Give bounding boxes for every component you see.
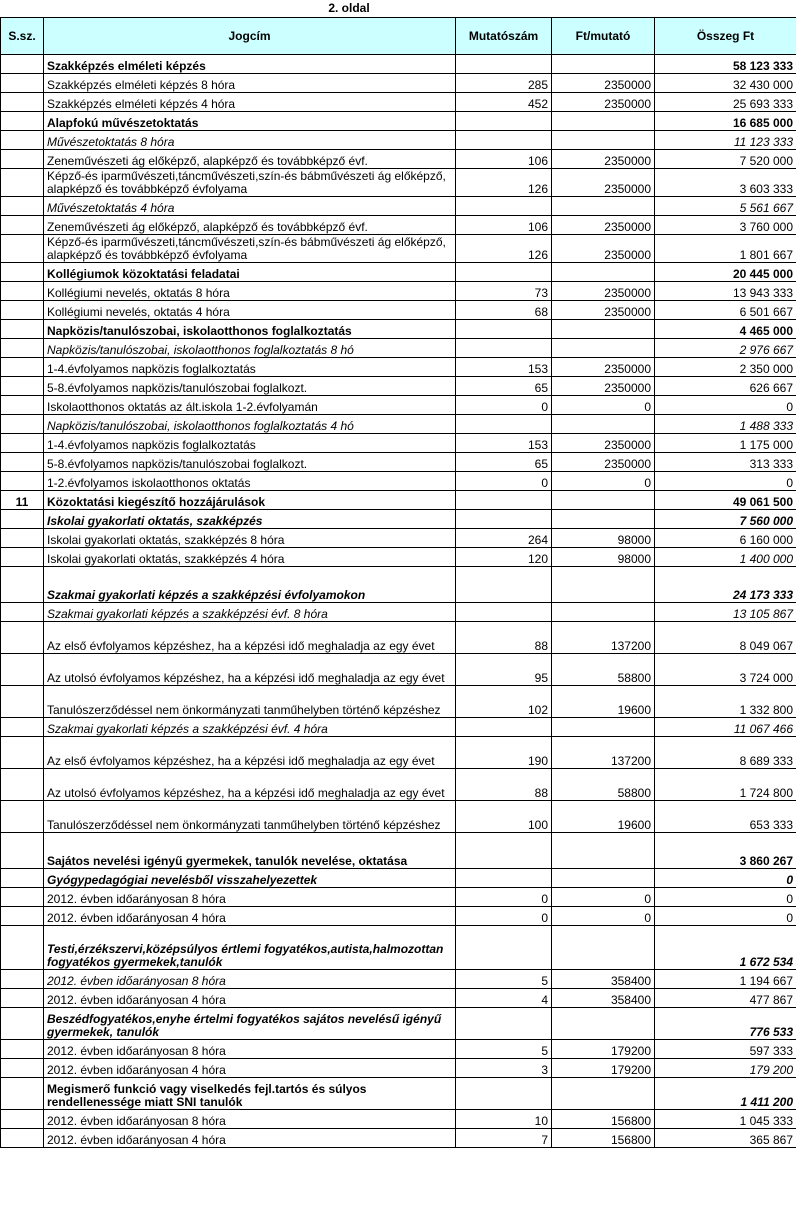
cell-ssz xyxy=(1,301,44,320)
cell-ft-mutato: 0 xyxy=(552,472,655,491)
cell-ssz xyxy=(1,235,44,263)
page-label-right-spacer xyxy=(655,0,796,18)
cell-ssz xyxy=(1,548,44,567)
cell-mutatoszam: 4 xyxy=(456,989,552,1008)
cell-jogcim: Gyógypedagógiai nevelésből visszahelyezettek xyxy=(44,869,456,888)
cell-mutatoszam: 65 xyxy=(456,453,552,472)
cell-mutatoszam xyxy=(456,320,552,339)
cell-ssz xyxy=(1,926,44,970)
cell-mutatoszam: 102 xyxy=(456,686,552,718)
cell-ssz xyxy=(1,622,44,654)
cell-osszeg: 3 724 000 xyxy=(655,654,796,686)
cell-ft-mutato: 2350000 xyxy=(552,434,655,453)
cell-ssz xyxy=(1,434,44,453)
cell-mutatoszam xyxy=(456,1008,552,1040)
table-row xyxy=(1,1110,796,1129)
table-row xyxy=(1,888,796,907)
cell-mutatoszam xyxy=(456,869,552,888)
cell-ft-mutato: 58800 xyxy=(552,769,655,801)
table-row xyxy=(1,907,796,926)
cell-ssz xyxy=(1,453,44,472)
cell-ssz xyxy=(1,907,44,926)
cell-jogcim: Művészetoktatás 8 hóra xyxy=(44,131,456,150)
cell-jogcim: Képző-és iparművészeti,táncművészeti,szín-és bábművészeti ág előképző, alapképző és továbbképző évfolyama xyxy=(44,169,456,197)
cell-jogcim: Zeneművészeti ág előképző, alapképző és továbbképző évf. xyxy=(44,216,456,235)
cell-ft-mutato xyxy=(552,339,655,358)
cell-jogcim: 2012. évben időarányosan 8 hóra xyxy=(44,1040,456,1059)
cell-ssz xyxy=(1,74,44,93)
cell-jogcim: Napközis/tanulószobai, iskolaotthonos foglalkoztatás xyxy=(44,320,456,339)
cell-jogcim: 2012. évben időarányosan 4 hóra xyxy=(44,1059,456,1078)
cell-ssz xyxy=(1,1059,44,1078)
cell-ft-mutato: 2350000 xyxy=(552,358,655,377)
cell-jogcim: Szakképzés elméleti képzés 8 hóra xyxy=(44,74,456,93)
table-row xyxy=(1,926,796,970)
table-row xyxy=(1,301,796,320)
cell-ssz xyxy=(1,396,44,415)
cell-jogcim: 5-8.évfolyamos napközis/tanulószobai foglalkozt. xyxy=(44,453,456,472)
cell-jogcim: Tanulószerződéssel nem önkormányzati tanműhelyben történő képzéshez xyxy=(44,686,456,718)
cell-ssz xyxy=(1,1110,44,1129)
cell-jogcim: Megismerő funkció vagy viselkedés fejl.tartós és súlyos rendellenessége miatt SNI tanulók xyxy=(44,1078,456,1110)
cell-osszeg: 6 501 667 xyxy=(655,301,796,320)
cell-ssz xyxy=(1,263,44,282)
cell-ssz xyxy=(1,472,44,491)
cell-osszeg: 179 200 xyxy=(655,1059,796,1078)
table-row xyxy=(1,74,796,93)
cell-jogcim: Iskolai gyakorlati oktatás, szakképzés xyxy=(44,510,456,529)
cell-ssz xyxy=(1,769,44,801)
cell-mutatoszam: 5 xyxy=(456,1040,552,1059)
cell-jogcim: Közoktatási kiegészítő hozzájárulások xyxy=(44,491,456,510)
cell-osszeg: 3 860 267 xyxy=(655,833,796,869)
cell-mutatoszam xyxy=(456,263,552,282)
table-row xyxy=(1,93,796,112)
cell-ssz xyxy=(1,216,44,235)
cell-ft-mutato: 2350000 xyxy=(552,377,655,396)
cell-jogcim: Tanulószerződéssel nem önkormányzati tanműhelyben történő képzéshez xyxy=(44,801,456,833)
cell-ssz xyxy=(1,510,44,529)
cell-osszeg: 16 685 000 xyxy=(655,112,796,131)
header-jogcim: Jogcím xyxy=(44,18,456,55)
cell-ssz xyxy=(1,989,44,1008)
cell-mutatoszam xyxy=(456,718,552,737)
cell-osszeg: 20 445 000 xyxy=(655,263,796,282)
cell-ft-mutato xyxy=(552,415,655,434)
cell-ft-mutato xyxy=(552,1078,655,1110)
cell-ft-mutato: 2350000 xyxy=(552,235,655,263)
cell-jogcim: 2012. évben időarányosan 4 hóra xyxy=(44,1129,456,1148)
table-row xyxy=(1,453,796,472)
cell-mutatoszam xyxy=(456,55,552,74)
cell-jogcim: 2012. évben időarányosan 8 hóra xyxy=(44,970,456,989)
cell-ft-mutato: 0 xyxy=(552,396,655,415)
cell-ssz xyxy=(1,603,44,622)
cell-jogcim: 2012. évben időarányosan 8 hóra xyxy=(44,1110,456,1129)
table-row xyxy=(1,769,796,801)
cell-osszeg: 2 976 667 xyxy=(655,339,796,358)
cell-osszeg: 0 xyxy=(655,907,796,926)
cell-osszeg: 49 061 500 xyxy=(655,491,796,510)
table-row xyxy=(1,801,796,833)
cell-mutatoszam: 452 xyxy=(456,93,552,112)
cell-osszeg: 626 667 xyxy=(655,377,796,396)
cell-mutatoszam: 106 xyxy=(456,150,552,169)
cell-ssz xyxy=(1,869,44,888)
cell-ft-mutato: 58800 xyxy=(552,654,655,686)
cell-ssz: 11 xyxy=(1,491,44,510)
cell-mutatoszam: 88 xyxy=(456,769,552,801)
table-row xyxy=(1,718,796,737)
cell-ssz xyxy=(1,169,44,197)
cell-jogcim: 5-8.évfolyamos napközis/tanulószobai foglalkozt. xyxy=(44,377,456,396)
cell-ssz xyxy=(1,686,44,718)
table-row xyxy=(1,970,796,989)
cell-osszeg: 0 xyxy=(655,472,796,491)
cell-ssz xyxy=(1,1078,44,1110)
cell-ft-mutato: 156800 xyxy=(552,1129,655,1148)
cell-jogcim: 2012. évben időarányosan 4 hóra xyxy=(44,989,456,1008)
cell-jogcim: Iskolai gyakorlati oktatás, szakképzés 4 hóra xyxy=(44,548,456,567)
cell-mutatoszam xyxy=(456,1078,552,1110)
cell-ssz xyxy=(1,55,44,74)
cell-mutatoszam: 264 xyxy=(456,529,552,548)
cell-osszeg: 6 160 000 xyxy=(655,529,796,548)
table-row xyxy=(1,282,796,301)
cell-mutatoszam: 100 xyxy=(456,801,552,833)
cell-ft-mutato xyxy=(552,55,655,74)
cell-mutatoszam: 0 xyxy=(456,472,552,491)
table-row xyxy=(1,415,796,434)
cell-jogcim: Kollégiumi nevelés, oktatás 4 hóra xyxy=(44,301,456,320)
cell-ft-mutato xyxy=(552,510,655,529)
table-row xyxy=(1,55,796,74)
table-row xyxy=(1,131,796,150)
cell-jogcim: 1-2.évfolyamos iskolaotthonos oktatás xyxy=(44,472,456,491)
table-row xyxy=(1,150,796,169)
cell-mutatoszam: 5 xyxy=(456,970,552,989)
cell-osszeg: 4 465 000 xyxy=(655,320,796,339)
cell-ssz xyxy=(1,150,44,169)
cell-jogcim: Szakmai gyakorlati képzés a szakképzési évf. 4 hóra xyxy=(44,718,456,737)
cell-jogcim: Iskolai gyakorlati oktatás, szakképzés 8 hóra xyxy=(44,529,456,548)
cell-jogcim: Szakképzés elméleti képzés xyxy=(44,55,456,74)
cell-jogcim: Szakmai gyakorlati képzés a szakképzési évfolyamokon xyxy=(44,567,456,603)
cell-mutatoszam xyxy=(456,491,552,510)
cell-mutatoszam: 106 xyxy=(456,216,552,235)
header-osszeg: Összeg Ft xyxy=(655,18,796,55)
cell-mutatoszam xyxy=(456,603,552,622)
header-row xyxy=(1,18,796,55)
cell-osszeg: 1 332 800 xyxy=(655,686,796,718)
cell-ssz xyxy=(1,282,44,301)
cell-osszeg: 2 350 000 xyxy=(655,358,796,377)
cell-jogcim: Iskolaotthonos oktatás az ált.iskola 1-2.évfolyamán xyxy=(44,396,456,415)
table-row xyxy=(1,1008,796,1040)
table-row xyxy=(1,1078,796,1110)
header-mutatoszam: Mutatószám xyxy=(456,18,552,55)
table-row xyxy=(1,434,796,453)
cell-ssz xyxy=(1,197,44,216)
cell-osszeg: 1 175 000 xyxy=(655,434,796,453)
cell-mutatoszam: 7 xyxy=(456,1129,552,1148)
cell-ft-mutato: 2350000 xyxy=(552,282,655,301)
cell-mutatoszam xyxy=(456,415,552,434)
cell-osszeg: 313 333 xyxy=(655,453,796,472)
cell-osszeg: 1 801 667 xyxy=(655,235,796,263)
cell-mutatoszam: 10 xyxy=(456,1110,552,1129)
cell-mutatoszam: 95 xyxy=(456,654,552,686)
cell-jogcim: Testi,érzékszervi,középsúlyos értlemi fogyatékos,autista,halmozottan fogyatékos gyermekek,tanulók xyxy=(44,926,456,970)
cell-osszeg: 477 867 xyxy=(655,989,796,1008)
cell-mutatoszam: 0 xyxy=(456,888,552,907)
cell-mutatoszam: 65 xyxy=(456,377,552,396)
cell-osszeg: 1 400 000 xyxy=(655,548,796,567)
cell-ssz xyxy=(1,377,44,396)
cell-ft-mutato: 0 xyxy=(552,907,655,926)
table-row xyxy=(1,263,796,282)
page-label: 2. oldal xyxy=(328,1,370,15)
cell-osszeg: 8 689 333 xyxy=(655,737,796,769)
cell-osszeg: 13 105 867 xyxy=(655,603,796,622)
cell-osszeg: 0 xyxy=(655,396,796,415)
table-row xyxy=(1,197,796,216)
cell-ft-mutato: 2350000 xyxy=(552,169,655,197)
cell-osszeg: 776 533 xyxy=(655,1008,796,1040)
cell-mutatoszam xyxy=(456,339,552,358)
page-label-row xyxy=(1,0,796,18)
cell-ft-mutato: 137200 xyxy=(552,737,655,769)
table-row xyxy=(1,472,796,491)
cell-ssz xyxy=(1,654,44,686)
cell-osszeg: 365 867 xyxy=(655,1129,796,1148)
cell-osszeg: 58 123 333 xyxy=(655,55,796,74)
cell-osszeg: 597 333 xyxy=(655,1040,796,1059)
cell-jogcim: Szakképzés elméleti képzés 4 hóra xyxy=(44,93,456,112)
cell-ft-mutato xyxy=(552,567,655,603)
cell-mutatoszam: 120 xyxy=(456,548,552,567)
cell-ft-mutato: 19600 xyxy=(552,686,655,718)
table-row xyxy=(1,169,796,197)
table-row xyxy=(1,567,796,603)
cell-osszeg: 25 693 333 xyxy=(655,93,796,112)
cell-osszeg: 11 123 333 xyxy=(655,131,796,150)
cell-ft-mutato xyxy=(552,320,655,339)
cell-jogcim: 2012. évben időarányosan 8 hóra xyxy=(44,888,456,907)
cell-jogcim: Művészetoktatás 4 hóra xyxy=(44,197,456,216)
cell-ft-mutato xyxy=(552,263,655,282)
table-row xyxy=(1,112,796,131)
table-row xyxy=(1,377,796,396)
cell-ft-mutato: 2350000 xyxy=(552,453,655,472)
cell-ssz xyxy=(1,970,44,989)
table-row xyxy=(1,216,796,235)
cell-mutatoszam xyxy=(456,567,552,603)
cell-ssz xyxy=(1,1129,44,1148)
table-row xyxy=(1,654,796,686)
cell-osszeg: 0 xyxy=(655,869,796,888)
cell-ssz xyxy=(1,567,44,603)
cell-ft-mutato: 2350000 xyxy=(552,74,655,93)
cell-osszeg: 5 561 667 xyxy=(655,197,796,216)
header-ssz: S.sz. xyxy=(1,18,44,55)
cell-osszeg: 3 760 000 xyxy=(655,216,796,235)
table-row xyxy=(1,529,796,548)
table-row xyxy=(1,548,796,567)
cell-osszeg: 32 430 000 xyxy=(655,74,796,93)
cell-osszeg: 8 049 067 xyxy=(655,622,796,654)
cell-mutatoszam: 0 xyxy=(456,907,552,926)
table-row xyxy=(1,833,796,869)
cell-mutatoszam: 3 xyxy=(456,1059,552,1078)
cell-jogcim: 1-4.évfolyamos napközis foglalkoztatás xyxy=(44,358,456,377)
cell-osszeg: 1 194 667 xyxy=(655,970,796,989)
cell-osszeg: 7 560 000 xyxy=(655,510,796,529)
cell-ft-mutato: 98000 xyxy=(552,548,655,567)
cell-ssz xyxy=(1,358,44,377)
table-row xyxy=(1,737,796,769)
cell-osszeg: 1 724 800 xyxy=(655,769,796,801)
cell-ssz xyxy=(1,888,44,907)
cell-ssz xyxy=(1,737,44,769)
cell-ft-mutato xyxy=(552,869,655,888)
table-row xyxy=(1,622,796,654)
cell-ssz xyxy=(1,112,44,131)
cell-ft-mutato xyxy=(552,718,655,737)
cell-osszeg: 653 333 xyxy=(655,801,796,833)
cell-osszeg: 24 173 333 xyxy=(655,567,796,603)
cell-ssz xyxy=(1,415,44,434)
cell-jogcim: Képző-és iparművészeti,táncművészeti,szín-és bábművészeti ág előképző, alapképző és továbbképző évfolyama xyxy=(44,235,456,263)
cell-jogcim: 2012. évben időarányosan 4 hóra xyxy=(44,907,456,926)
cell-ft-mutato xyxy=(552,603,655,622)
cell-ft-mutato: 358400 xyxy=(552,989,655,1008)
header-ft-mutato: Ft/mutató xyxy=(552,18,655,55)
table-row xyxy=(1,320,796,339)
cell-mutatoszam: 73 xyxy=(456,282,552,301)
cell-jogcim: Az utolsó évfolyamos képzéshez, ha a képzési idő meghaladja az egy évet xyxy=(44,654,456,686)
cell-mutatoszam xyxy=(456,197,552,216)
cell-ft-mutato: 2350000 xyxy=(552,150,655,169)
cell-mutatoszam: 68 xyxy=(456,301,552,320)
cell-mutatoszam xyxy=(456,926,552,970)
table-row xyxy=(1,603,796,622)
cell-jogcim: Kollégiumi nevelés, oktatás 8 hóra xyxy=(44,282,456,301)
cell-jogcim: Zeneművészeti ág előképző, alapképző és továbbképző évf. xyxy=(44,150,456,169)
cell-ft-mutato: 156800 xyxy=(552,1110,655,1129)
cell-jogcim: 1-4.évfolyamos napközis foglalkoztatás xyxy=(44,434,456,453)
cell-ssz xyxy=(1,131,44,150)
cell-ssz xyxy=(1,833,44,869)
table-row xyxy=(1,491,796,510)
cell-ssz xyxy=(1,718,44,737)
cell-osszeg: 1 488 333 xyxy=(655,415,796,434)
cell-ssz xyxy=(1,93,44,112)
cell-ft-mutato: 358400 xyxy=(552,970,655,989)
table-row xyxy=(1,1040,796,1059)
cell-ft-mutato: 98000 xyxy=(552,529,655,548)
cell-ssz xyxy=(1,1008,44,1040)
cell-osszeg: 11 067 466 xyxy=(655,718,796,737)
cell-mutatoszam: 126 xyxy=(456,235,552,263)
cell-ft-mutato: 0 xyxy=(552,888,655,907)
cell-ssz xyxy=(1,320,44,339)
cell-ft-mutato: 2350000 xyxy=(552,301,655,320)
cell-ft-mutato: 137200 xyxy=(552,622,655,654)
cell-ft-mutato xyxy=(552,131,655,150)
table-row xyxy=(1,510,796,529)
table-row xyxy=(1,339,796,358)
cell-ssz xyxy=(1,801,44,833)
table-row xyxy=(1,396,796,415)
cell-jogcim: Alapfokú művészetoktatás xyxy=(44,112,456,131)
table-row xyxy=(1,358,796,377)
table-row xyxy=(1,869,796,888)
cell-jogcim: Napközis/tanulószobai, iskolaotthonos foglalkoztatás 8 hó xyxy=(44,339,456,358)
table-row xyxy=(1,235,796,263)
cell-jogcim: Az első évfolyamos képzéshez, ha a képzési idő meghaladja az egy évet xyxy=(44,737,456,769)
cell-mutatoszam: 88 xyxy=(456,622,552,654)
cell-ssz xyxy=(1,1040,44,1059)
table-row xyxy=(1,1059,796,1078)
cell-osszeg: 13 943 333 xyxy=(655,282,796,301)
cell-mutatoszam xyxy=(456,112,552,131)
cell-ssz xyxy=(1,339,44,358)
cell-ft-mutato: 19600 xyxy=(552,801,655,833)
cell-mutatoszam: 153 xyxy=(456,434,552,453)
table-row xyxy=(1,1129,796,1148)
cell-jogcim: Napközis/tanulószobai, iskolaotthonos foglalkoztatás 4 hó xyxy=(44,415,456,434)
cell-ft-mutato: 2350000 xyxy=(552,216,655,235)
cell-jogcim: Beszédfogyatékos,enyhe értelmi fogyatékos sajátos nevelésű igényű gyermekek, tanulók xyxy=(44,1008,456,1040)
cell-osszeg: 1 411 200 xyxy=(655,1078,796,1110)
cell-jogcim: Az első évfolyamos képzéshez, ha a képzési idő meghaladja az egy évet xyxy=(44,622,456,654)
page-label-left-spacer xyxy=(1,0,44,18)
cell-jogcim: Az utolsó évfolyamos képzéshez, ha a képzési idő meghaladja az egy évet xyxy=(44,769,456,801)
cell-ft-mutato xyxy=(552,1008,655,1040)
cell-mutatoszam: 190 xyxy=(456,737,552,769)
cell-mutatoszam xyxy=(456,131,552,150)
cell-osszeg: 3 603 333 xyxy=(655,169,796,197)
cell-mutatoszam: 0 xyxy=(456,396,552,415)
cell-mutatoszam xyxy=(456,510,552,529)
cell-ft-mutato xyxy=(552,112,655,131)
cell-ft-mutato: 179200 xyxy=(552,1040,655,1059)
cell-osszeg: 7 520 000 xyxy=(655,150,796,169)
table-row xyxy=(1,686,796,718)
table-row xyxy=(1,989,796,1008)
cell-jogcim: Kollégiumok közoktatási feladatai xyxy=(44,263,456,282)
cell-mutatoszam: 285 xyxy=(456,74,552,93)
cell-mutatoszam xyxy=(456,833,552,869)
cell-ft-mutato xyxy=(552,833,655,869)
cell-osszeg: 1 045 333 xyxy=(655,1110,796,1129)
cell-ft-mutato xyxy=(552,926,655,970)
cell-osszeg: 1 672 534 xyxy=(655,926,796,970)
cell-jogcim: Sajátos nevelési igényű gyermekek, tanulók nevelése, oktatása xyxy=(44,833,456,869)
cell-osszeg: 0 xyxy=(655,888,796,907)
cell-ssz xyxy=(1,529,44,548)
cell-mutatoszam: 153 xyxy=(456,358,552,377)
cell-ft-mutato: 2350000 xyxy=(552,93,655,112)
cell-ft-mutato xyxy=(552,197,655,216)
cell-mutatoszam: 126 xyxy=(456,169,552,197)
cell-jogcim: Szakmai gyakorlati képzés a szakképzési évf. 8 hóra xyxy=(44,603,456,622)
cell-ft-mutato: 179200 xyxy=(552,1059,655,1078)
cell-ft-mutato xyxy=(552,491,655,510)
